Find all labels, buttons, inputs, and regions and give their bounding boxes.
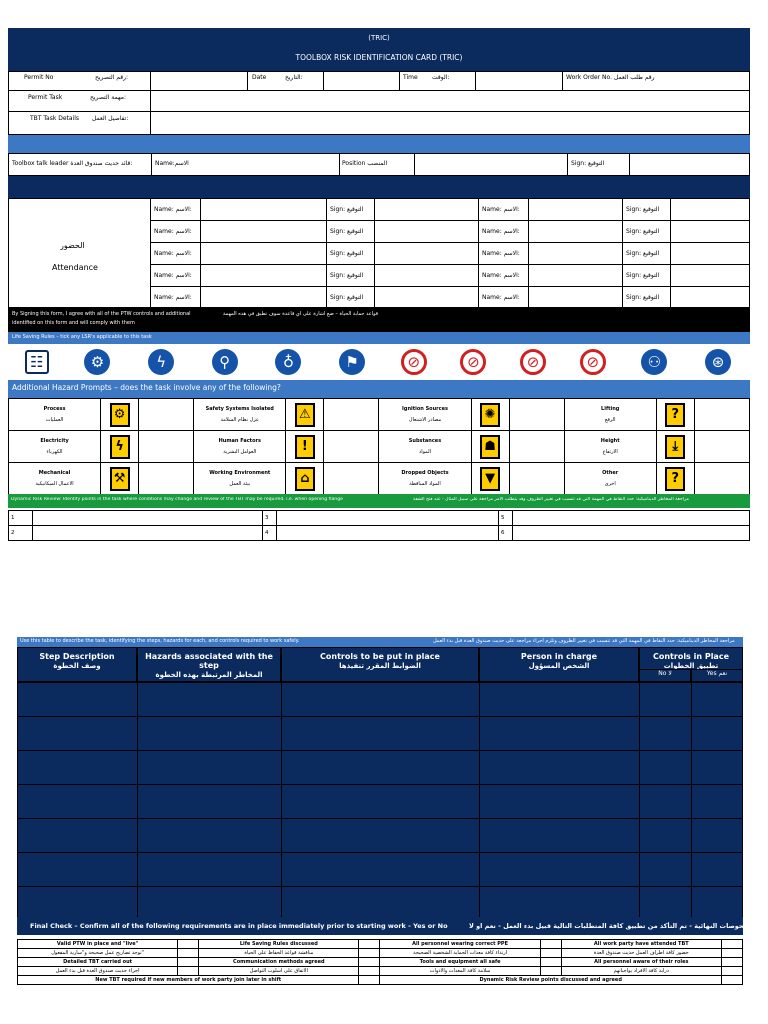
attendee-name-label: Name: الاسم: (151, 243, 201, 265)
hazard-label: Ignition Sources مصادر الاشتعال (379, 399, 471, 431)
time-label: Time (403, 74, 418, 81)
attendee-name-input[interactable] (201, 199, 327, 221)
hazard-label: Working Environment بيئة العمل (194, 463, 286, 495)
final-check-item: Life Saving Rules discussed (199, 940, 359, 949)
step-person-input[interactable] (480, 717, 640, 751)
hazard-checkbox[interactable] (139, 431, 194, 463)
step-hazard-input[interactable] (138, 683, 282, 717)
step-hazard-input[interactable] (138, 751, 282, 785)
permit-no-label: Permit No (24, 74, 54, 81)
permit-icon[interactable]: ☷ (25, 350, 49, 374)
step-person-input[interactable] (480, 785, 640, 819)
hazard-title: Additional Hazard Prompts – does the task involve any of the following? (12, 383, 281, 392)
attendee-name-label: Name: الاسم: (151, 287, 201, 309)
drr-num-5: 5 (499, 511, 513, 526)
drr-text-ar: مراجعة المخاطر الديناميكية: حدد النقاط في المهمة التي قد تتسبب في تغيير الظروف وقد يتطلب الامر مراجعة على سبيل المثال - عند فتح الشفة (413, 497, 689, 502)
attendee-sign-label: Sign: التوقيع (327, 287, 375, 309)
attendance-label: Attendance (52, 263, 98, 272)
attendee-name-input[interactable] (529, 199, 623, 221)
final-check-item: Detailed TBT carried out (18, 958, 178, 967)
attendee-name-input[interactable] (529, 265, 623, 287)
hazard-icon: ? (656, 399, 694, 431)
final-check-item: Tools and equipment all safe (380, 958, 540, 967)
step-yes-checkbox[interactable] (692, 751, 743, 785)
drr-num-6: 6 (499, 526, 513, 541)
step-description-input[interactable] (18, 751, 138, 785)
page-title: TOOLBOX RISK IDENTIFICATION CARD (TRIC) (295, 53, 463, 62)
final-check-yes[interactable] (178, 958, 199, 967)
navy-divider (8, 176, 750, 198)
final-check-item-ar: سلامة كافة المعدات والادوات (380, 967, 540, 976)
speed-icon[interactable]: ⊘ (520, 349, 546, 375)
hazard-checkbox[interactable] (324, 431, 379, 463)
no-col: No لا (639, 669, 691, 682)
step-description-input[interactable] (18, 819, 138, 853)
final-check-title: Final Check – Confirm all of the following requirements are in place immediately prior to starting work - Yes or No (30, 922, 448, 930)
step-hazard-input[interactable] (138, 819, 282, 853)
attendee-sign-label: Sign: التوقيع (327, 199, 375, 221)
step-person-input[interactable] (480, 853, 640, 887)
hazard-label: Mechanical الاعمال الميكانيكية (9, 463, 101, 495)
step-controls-input[interactable] (282, 751, 480, 785)
step-controls-input[interactable] (282, 819, 480, 853)
drr-field-2[interactable] (33, 526, 263, 541)
drr-field-6[interactable] (513, 526, 750, 541)
final-check-item: All personnel wearing correct PPE (380, 940, 540, 949)
permit-task-label: Permit Task (28, 94, 63, 101)
tric-short: (TRIC) (368, 34, 390, 42)
agreement-text-ar: قواعد حماية الحياة – ضع اشارة على اي قاعدة سوف تطبق في هذه المهمة (223, 311, 379, 317)
step-row (18, 819, 743, 853)
hazard-label: Electricity الكهرباء (9, 431, 101, 463)
hazard-checkbox[interactable] (509, 463, 564, 495)
final-check-item-ar: اجراء حديث صندوق العدة قبل بدء العمل (18, 967, 178, 976)
hazard-checkbox[interactable] (509, 399, 564, 431)
step-row (18, 853, 743, 887)
leader-name-label: Name:الاسم (155, 160, 189, 167)
step-row (18, 887, 743, 921)
attendee-sign-input[interactable] (375, 287, 479, 309)
attendee-name-label: Name: الاسم: (151, 199, 201, 221)
steps-col-header: Step Description وصف الخطوة (17, 647, 137, 682)
final-check-no[interactable] (540, 949, 561, 958)
final-check-no[interactable] (359, 949, 380, 958)
step-description-input[interactable] (18, 887, 138, 921)
final-check-item-ar: توجد تصاريح عمل صحيحة و"سارية المفعول" (18, 949, 178, 958)
tbt-details-label: TBT Task Details (30, 115, 80, 122)
step-row (18, 717, 743, 751)
drr-num-3: 3 (263, 511, 277, 526)
step-yes-checkbox[interactable] (692, 887, 743, 921)
hazard-checkbox[interactable] (324, 463, 379, 495)
attendee-sign-input[interactable] (671, 265, 750, 287)
permit-no-input[interactable] (151, 72, 246, 89)
attendee-sign-label: Sign: التوقيع (327, 265, 375, 287)
agreement-bar (8, 308, 750, 332)
steps-col-header: Controls in Place تطبيق الخطوات (639, 647, 743, 682)
steps-col-header: Person in charge الشخص المسؤول (479, 647, 639, 682)
attendee-name-input[interactable] (201, 221, 327, 243)
drr-field-5[interactable] (513, 511, 750, 526)
leader-row (8, 153, 750, 176)
step-no-checkbox[interactable] (640, 887, 692, 921)
steps-col-header: Controls to be put in place الضوابط المقرر تنفيذها (281, 647, 479, 682)
date-label: Date (252, 74, 267, 81)
attendee-sign-label: Sign: التوقيع (623, 243, 671, 265)
final-check-table (17, 939, 743, 985)
attendee-sign-label: Sign: التوقيع (327, 221, 375, 243)
final-check-drr: Dynamic Risk Review points discussed and agreed (380, 976, 721, 985)
step-description-input[interactable] (18, 683, 138, 717)
final-check-bar (17, 917, 753, 935)
time-label-ar: الوقت: (432, 74, 450, 81)
no-alcohol-icon[interactable]: ⊘ (401, 349, 427, 375)
hazard-label: Human Factors العوامل البشرية (194, 431, 286, 463)
final-check-item-ar: دراية كافة الافراد بواجباتهم (561, 967, 721, 976)
drr-num-4: 4 (263, 526, 277, 541)
hazard-icon: ⌂ (286, 463, 324, 495)
step-person-input[interactable] (480, 683, 640, 717)
step-no-checkbox[interactable] (640, 785, 692, 819)
attendee-name-input[interactable] (201, 243, 327, 265)
hazard-icon: ? (656, 463, 694, 495)
step-person-input[interactable] (480, 887, 640, 921)
no-phone-icon[interactable]: ⊘ (580, 349, 606, 375)
hazard-label: Other اخرى (564, 463, 656, 495)
drr-text: Dynamic Risk Review: Identify points in the task where conditions may change and review of the TBT may be required. i.e. when opening flange (11, 497, 343, 502)
final-check-yes[interactable] (359, 958, 380, 967)
blue-divider (8, 135, 750, 153)
attendee-sign-input[interactable] (671, 243, 750, 265)
final-check-yes[interactable] (540, 958, 561, 967)
attendee-name-label: Name: الاسم: (151, 265, 201, 287)
gas-test-icon[interactable]: ♁ (275, 349, 301, 375)
step-hazard-input[interactable] (138, 717, 282, 751)
step-yes-checkbox[interactable] (692, 683, 743, 717)
attendee-sign-input[interactable] (375, 243, 479, 265)
step-no-checkbox[interactable] (640, 819, 692, 853)
hazard-checkbox[interactable] (694, 431, 749, 463)
final-check-no[interactable] (540, 967, 561, 976)
hazard-icon: ▼ (471, 463, 509, 495)
bypass-icon[interactable]: ⚙ (84, 349, 110, 375)
header-bar (8, 28, 750, 71)
step-controls-input[interactable] (282, 853, 480, 887)
attendee-name-input[interactable] (201, 287, 327, 309)
final-check-yes[interactable] (178, 940, 199, 949)
confined-space-icon[interactable]: ⚲ (212, 349, 238, 375)
hazard-checkbox[interactable] (324, 399, 379, 431)
final-check-item-ar: مناقشة قواعد الحفاظ على الحياة (199, 949, 359, 958)
hazard-icon: ϟ (101, 431, 139, 463)
hazard-icon: ⚒ (101, 463, 139, 495)
attendee-name-label: Name: الاسم: (151, 221, 201, 243)
step-no-checkbox[interactable] (640, 717, 692, 751)
step-description-input[interactable] (18, 853, 138, 887)
drr-num-1: 1 (9, 511, 33, 526)
final-check-yes[interactable] (359, 940, 380, 949)
leader-position-label: Position المنصب (342, 160, 388, 167)
final-check-yes[interactable] (721, 958, 742, 967)
attendee-sign-input[interactable] (671, 221, 750, 243)
attendee-sign-input[interactable] (375, 221, 479, 243)
final-check-item-ar: حضور كافة اطراف العمل حديث صندوق العدة (561, 949, 721, 958)
seatbelt-icon[interactable]: ⚇ (641, 349, 667, 375)
hazard-label: Lifting الرفع (564, 399, 656, 431)
hazard-icon: ! (286, 431, 324, 463)
hazard-icon: ✺ (471, 399, 509, 431)
step-person-input[interactable] (480, 819, 640, 853)
hazard-checkbox[interactable] (139, 399, 194, 431)
hazard-label: Dropped Objects المواد الساقطة (379, 463, 471, 495)
attendee-sign-input[interactable] (671, 287, 750, 309)
hazard-icon: ⤓ (656, 431, 694, 463)
tbt-details-label-ar: تفاصيل العمل: (92, 115, 129, 122)
drr-field-4[interactable] (277, 526, 499, 541)
drr-table (8, 510, 750, 541)
date-label-ar: التاريخ: (285, 74, 303, 81)
final-check-item: All personnel aware of their roles (561, 958, 721, 967)
attendee-name-input[interactable] (529, 243, 623, 265)
hazard-label: Safety Systems Isolated عزل نظام السلامة (194, 399, 286, 431)
step-no-checkbox[interactable] (640, 751, 692, 785)
energy-isolation-icon[interactable]: ϟ (148, 349, 174, 375)
attendee-name-input[interactable] (201, 265, 327, 287)
step-no-checkbox[interactable] (640, 683, 692, 717)
hazard-icon: ⚙ (101, 399, 139, 431)
attendee-sign-label: Sign: التوقيع (623, 265, 671, 287)
step-row (18, 683, 743, 717)
hazard-icon: ⚠ (286, 399, 324, 431)
work-order-label: Work Order No. رقم طلب العمل (566, 74, 655, 81)
hazard-checkbox[interactable] (694, 399, 749, 431)
attendee-sign-input[interactable] (375, 265, 479, 287)
hazard-checkbox[interactable] (694, 463, 749, 495)
agreement-text: By Signing this form, I agree with all of the PTW controls and additional (12, 311, 191, 317)
permit-no-label-ar: رقم التصريح: (95, 74, 129, 81)
attendee-name-label: Name: الاسم: (479, 265, 529, 287)
attendee-sign-label: Sign: التوقيع (623, 221, 671, 243)
final-check-item-ar: الاتفاق على اسلوب التواصل (199, 967, 359, 976)
step-person-input[interactable] (480, 751, 640, 785)
final-check-item: All work party have attended TBT (561, 940, 721, 949)
lsr-bar (8, 332, 750, 344)
hazard-label: Height الارتفاع (564, 431, 656, 463)
final-check-new-tbt-box[interactable] (359, 976, 380, 985)
final-check-yes[interactable] (540, 940, 561, 949)
step-yes-checkbox[interactable] (692, 853, 743, 887)
final-check-drr-box[interactable] (721, 976, 742, 985)
attendee-name-label: Name: الاسم: (479, 221, 529, 243)
hazard-title-bar (8, 380, 750, 398)
attendee-name-label: Name: الاسم: (479, 287, 529, 309)
attendee-name-input[interactable] (529, 221, 623, 243)
leader-sign-label: Sign: التوقيع (571, 160, 605, 167)
step-hazard-input[interactable] (138, 887, 282, 921)
hazard-label: Process العمليات (9, 399, 101, 431)
final-check-no[interactable] (178, 967, 199, 976)
drr-num-2: 2 (9, 526, 33, 541)
height-icon[interactable]: ⚑ (339, 349, 365, 375)
final-check-title-ar: الفحوصات النهائية - تم التأكد من تطبيق كافة المتطلبات التالية قبيل بدء العمل - نعم او لا (469, 922, 753, 930)
steps-intro-bar (17, 637, 743, 647)
step-controls-input[interactable] (282, 683, 480, 717)
final-check-item: Valid PTW in place and "live" (18, 940, 178, 949)
final-check-no[interactable] (359, 967, 380, 976)
drr-bar (8, 494, 750, 508)
attendance-label-ar: الحضور (60, 241, 85, 250)
attendee-sign-input[interactable] (671, 199, 750, 221)
final-check-no[interactable] (178, 949, 199, 958)
leader-label: Toolbox talk leader قائد حديث صندوق العدة: (12, 160, 133, 167)
steps-col-header: Hazards associated with the step المخاطر المرتبطة بهذه الخطوة (137, 647, 281, 682)
final-check-new-tbt: New TBT required if new members of work party join later in shift (18, 976, 359, 985)
attendee-name-label: Name: الاسم: (479, 243, 529, 265)
step-hazard-input[interactable] (138, 853, 282, 887)
step-row (18, 785, 743, 819)
attendee-name-label: Name: الاسم: (479, 199, 529, 221)
hazard-checkbox[interactable] (139, 463, 194, 495)
steps-table (17, 647, 743, 917)
lsr-label: Life Saving Rules – tick any LSR's applicable to this task (12, 334, 152, 340)
step-yes-checkbox[interactable] (692, 819, 743, 853)
final-check-item: Communication methods agreed (199, 958, 359, 967)
hazard-grid (8, 398, 750, 494)
step-yes-checkbox[interactable] (692, 785, 743, 819)
attendee-sign-input[interactable] (375, 199, 479, 221)
final-check-no[interactable] (721, 949, 742, 958)
hazard-checkbox[interactable] (509, 431, 564, 463)
driving-icon[interactable]: ⊛ (705, 349, 731, 375)
steps-intro-ar: مراجعة المخاطر الديناميكية: حدد النقاط في المهمة التي قد تتسبب في تغيير الظروف وتلزم اجراء مراجعة على حديث صندوق العدة قبل بدء العمل (433, 638, 735, 644)
step-description-input[interactable] (18, 785, 138, 819)
drr-field-3[interactable] (277, 511, 499, 526)
attendee-sign-label: Sign: التوقيع (623, 199, 671, 221)
agreement-text-2: identified on this form and will comply with them (12, 320, 135, 326)
attendance-grid (150, 198, 750, 308)
no-smoking-icon[interactable]: ⊘ (460, 349, 486, 375)
step-description-input[interactable] (18, 717, 138, 751)
final-check-no[interactable] (721, 967, 742, 976)
step-row (18, 751, 743, 785)
hazard-icon: ☗ (471, 431, 509, 463)
steps-intro: Use this table to describe the task, identifying the steps, hazards for each, and controls required to work safely. (20, 638, 300, 644)
attendee-sign-label: Sign: التوقيع (327, 243, 375, 265)
step-controls-input[interactable] (282, 717, 480, 751)
step-hazard-input[interactable] (138, 785, 282, 819)
step-yes-checkbox[interactable] (692, 717, 743, 751)
lsr-icons (8, 344, 750, 380)
hazard-label: Substances المواد (379, 431, 471, 463)
drr-field-1[interactable] (33, 511, 263, 526)
final-check-item-ar: ارتداء كافة معدات الحماية الشخصية الصحيحة (380, 949, 540, 958)
attendee-name-input[interactable] (529, 287, 623, 309)
step-controls-input[interactable] (282, 785, 480, 819)
step-no-checkbox[interactable] (640, 853, 692, 887)
permit-task-label-ar: مهمة التصريح: (90, 94, 126, 101)
step-controls-input[interactable] (282, 887, 480, 921)
yes-col: Yes نعم (691, 669, 743, 682)
attendee-sign-label: Sign: التوقيع (623, 287, 671, 309)
final-check-yes[interactable] (721, 940, 742, 949)
